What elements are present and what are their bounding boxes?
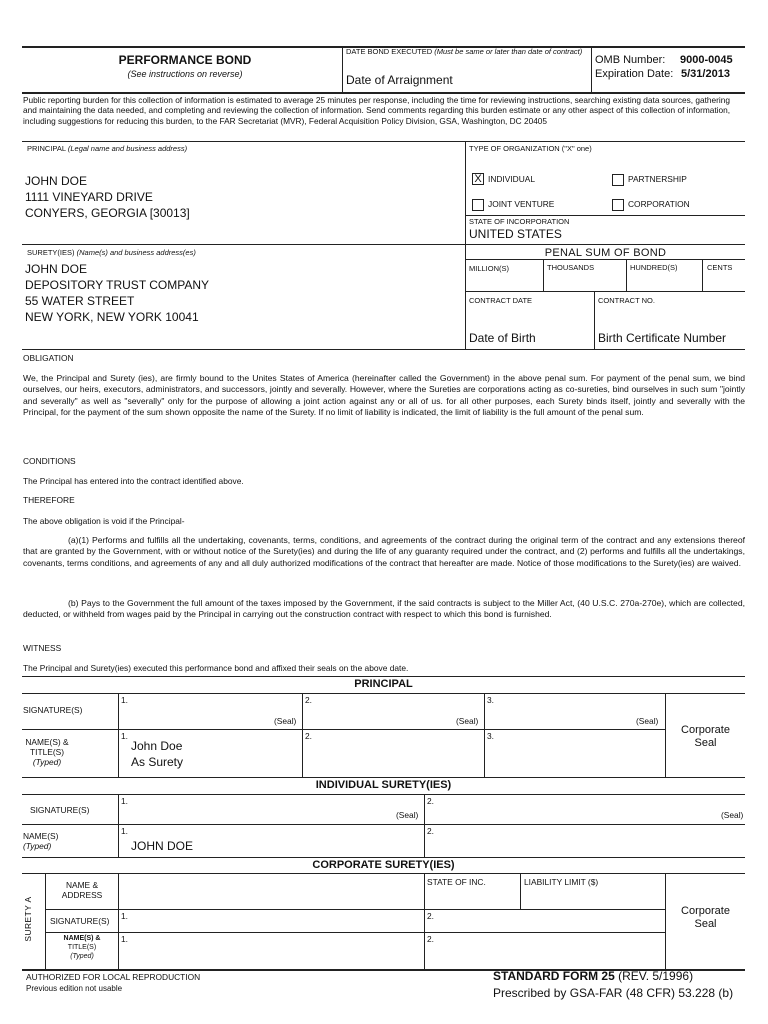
corporate-signature-label: SIGNATURE(S) <box>50 916 110 926</box>
surety-address[interactable]: 55 WATER STREET <box>25 294 135 308</box>
corporate-name-num-2: 2. <box>427 934 434 944</box>
principal-name-num-2: 2. <box>305 731 312 741</box>
principal-address[interactable]: 1111 VINEYARD DRIVE <box>25 190 153 204</box>
penal-col-divider <box>543 259 544 291</box>
org-corporation-label: CORPORATION <box>628 199 690 209</box>
obligation-heading: OBLIGATION <box>23 353 74 363</box>
corporate-seal-label-1: Corporate <box>681 724 730 736</box>
penal-sum-bottom-rule <box>465 291 745 292</box>
corporate-seal-text-2: Seal <box>694 918 717 930</box>
corporate-names-label-2: TITLE(S) <box>67 944 97 951</box>
form-title: PERFORMANCE BOND <box>118 53 252 67</box>
date-executed-field[interactable]: Date of Arraignment <box>346 73 453 87</box>
principal-city[interactable]: CONYERS, GEORGIA [30013] <box>25 206 190 220</box>
corporate-seal <box>666 905 745 931</box>
principal-row-rule <box>22 729 665 730</box>
contract-no-label: CONTRACT NO. <box>598 296 655 305</box>
surety-name[interactable]: JOHN DOE <box>25 262 88 276</box>
corporate-name-num-1: 1. <box>121 934 128 944</box>
corporate-name-address-field[interactable] <box>119 874 423 908</box>
corporate-signature-field-1[interactable] <box>119 910 423 931</box>
corporate-names-label-1: NAME(S) & <box>63 935 101 942</box>
contract-date-value[interactable]: Date of Birth <box>469 331 536 345</box>
contract-date-label: CONTRACT DATE <box>469 296 533 305</box>
corporate-name-label-1: NAME & <box>65 880 99 890</box>
principal-sig-num-2: 2. <box>305 695 312 705</box>
standard-form-line <box>493 969 693 984</box>
header-divider <box>342 46 343 92</box>
conditions-heading: CONDITIONS <box>23 456 76 466</box>
state-incorporation-value[interactable]: UNITED STATES <box>469 227 562 241</box>
clause-a: (a)(1) Performs and fulfills all the undertaking, covenants, terms, conditions, and agreements of the contract during the original term of the contract and any extensions thereof that are granted by the Government, with or without notice of the Surety(ies) and during the life of any guaranty required under the contract, and (2) performs and fulfills all the undertakings, covenants, terms conditions, and agreements of any and all duly authorized modifications of the contract that hereafter are made. Notice of those modifications to the Surety(ies) are waived. <box>23 535 745 568</box>
principal-names-label-2: TITLE(S) <box>30 747 64 757</box>
clause-b: (b) Pays to the Government the full amount of the taxes imposed by the Government, if the said contracts is subject to the Miller Act, (40 U.S.C. 270a-270e), which are collected, deducted, or withheld from wages paid by the Principal in carrying out the construction contract with respect to which this bond is furnished. <box>23 598 745 620</box>
individual-name-num-2: 2. <box>427 826 434 836</box>
individual-names-label-2: (Typed) <box>23 841 52 851</box>
state-incorporation-label: STATE OF INCORPORATION <box>469 217 570 226</box>
penal-col-divider <box>626 259 627 291</box>
individual-seal-2: (Seal) <box>721 810 744 820</box>
principal-sign-title: PRINCIPAL <box>354 678 413 690</box>
principal-seal-3: (Seal) <box>636 716 659 726</box>
org-joint-venture-label: JOINT VENTURE <box>488 199 555 209</box>
principal-corporate-seal <box>666 724 745 750</box>
principal-name-num-3: 3. <box>487 731 494 741</box>
principal-names-label <box>22 737 72 767</box>
prescribed-by: Prescribed by GSA-FAR (48 CFR) 53.228 (b) <box>493 986 734 1000</box>
principal-sig-num-3: 3. <box>487 695 494 705</box>
date-executed-note: (Must be same or later than date of contract) <box>434 47 583 56</box>
individual-signature-field-2[interactable] <box>425 795 745 823</box>
instructions-note: (See instructions on reverse) <box>127 69 243 79</box>
individual-signature-field-1[interactable] <box>119 795 423 823</box>
expiration-label: Expiration Date: <box>595 68 674 80</box>
header-divider <box>591 46 592 92</box>
surety-label <box>27 248 196 257</box>
org-individual-label: INDIVIDUAL <box>488 174 536 184</box>
corporate-names-label <box>46 934 118 961</box>
corporate-name-address-label <box>46 880 118 900</box>
surety-label-text: SURETY(IES) <box>27 248 75 257</box>
individual-sureties-title: INDIVIDUAL SURETY(IES) <box>315 779 452 791</box>
org-partnership-label: PARTNERSHIP <box>628 174 687 184</box>
individual-names-label <box>23 831 58 851</box>
individual-signature-label: SIGNATURE(S) <box>30 805 90 815</box>
principal-label-note: (Legal name and business address) <box>67 144 188 153</box>
principal-typed-title[interactable]: As Surety <box>131 755 184 769</box>
principal-label-text: PRINCIPAL <box>27 144 66 153</box>
omb-label: OMB Number: <box>595 54 666 66</box>
corporate-signature-field-2[interactable] <box>425 910 664 931</box>
witness-heading: WITNESS <box>23 643 62 653</box>
standard-form-rev: (REV. 5/1996) <box>618 969 694 983</box>
penal-hundreds-label: HUNDRED(S) <box>630 263 678 272</box>
corporate-names-label-3: (Typed) <box>70 953 94 960</box>
contract-no-value[interactable]: Birth Certificate Number <box>598 331 727 345</box>
corporate-col <box>424 873 425 909</box>
individual-sig-num-1: 1. <box>121 796 128 806</box>
previous-edition: Previous edition not usable <box>26 984 123 993</box>
omb-value: 9000-0045 <box>680 54 733 66</box>
corporate-name-label-2: ADDRESS <box>61 890 103 900</box>
therefore-heading: THEREFORE <box>23 495 75 505</box>
corporate-sureties-title: CORPORATE SURETY(IES) <box>312 859 455 871</box>
penal-millions-label: MILLION(S) <box>469 264 510 273</box>
section-divider <box>465 141 466 349</box>
principal-table-top <box>22 676 745 677</box>
checkbox-joint-venture[interactable] <box>472 199 484 211</box>
individual-table-bottom <box>22 857 745 858</box>
principal-signature-field-1[interactable] <box>119 694 301 728</box>
header-bottom-rule <box>22 92 745 94</box>
surety-label-note: (Name(s) and business address(es) <box>76 248 196 257</box>
conditions-text: The Principal has entered into the contract identified above. <box>23 476 244 486</box>
checkbox-individual-mark: X <box>474 173 482 185</box>
principal-signature-field-3[interactable] <box>485 694 664 728</box>
surety-rule <box>22 349 745 350</box>
principal-name-num-1: 1. <box>121 731 128 741</box>
principal-rule <box>22 244 745 245</box>
principal-signature-field-2[interactable] <box>303 694 483 728</box>
individual-name-num-1: 1. <box>121 826 128 836</box>
checkbox-individual[interactable] <box>472 173 484 185</box>
organization-label: TYPE OF ORGANIZATION ("X" one) <box>469 144 592 153</box>
principal-typed-name[interactable]: John Doe <box>131 739 183 753</box>
principal-names-label-1: NAME(S) & <box>25 737 69 747</box>
penal-sum-title: PENAL SUM OF BOND <box>544 247 667 259</box>
surety-company[interactable]: DEPOSITORY TRUST COMPANY <box>25 278 210 292</box>
penal-thousands-label: THOUSANDS <box>547 263 595 272</box>
checkbox-partnership[interactable] <box>612 174 624 186</box>
individual-sig-num-2: 2. <box>427 796 434 806</box>
contract-divider <box>594 291 595 349</box>
corporate-seal-label-2: Seal <box>694 737 717 749</box>
principal-signature-label: SIGNATURE(S) <box>23 705 83 715</box>
corporate-state-label: STATE OF INC. <box>427 877 486 887</box>
corporate-seal-text-1: Corporate <box>681 905 730 917</box>
individual-names-label-1: NAME(S) <box>23 831 59 841</box>
individual-row-rule <box>22 824 745 825</box>
expiration-value: 5/31/2013 <box>681 68 730 80</box>
date-executed-label <box>346 47 590 56</box>
corporate-col <box>520 873 521 909</box>
penal-sum-rule <box>465 259 745 260</box>
principal-table-bottom <box>22 777 745 778</box>
individual-typed-name[interactable]: JOHN DOE <box>131 839 194 853</box>
corporate-row-rule <box>45 932 665 933</box>
burden-notice: Public reporting burden for this collection of information is estimated to average 25 minutes per response, including the time for reviewing instructions, searching existing data sources, gathering and maintaining the data needed, and completing and reviewing the collection of information. Send comments regarding this burden estimate or any other aspect of this collection of information, including suggestions for reducing this burden, to the FAR Secretariat (MVR), Federal Acquisition Policy Division, GSA, Washington, DC 20405 <box>23 95 731 126</box>
authorized-reproduction: AUTHORIZED FOR LOCAL REPRODUCTION <box>26 972 201 982</box>
burden-rule <box>22 141 745 142</box>
corporate-sig-num-2: 2. <box>427 911 434 921</box>
standard-form-number: STANDARD FORM 25 <box>493 969 615 983</box>
principal-names-label-3: (Typed) <box>32 757 62 767</box>
org-rule <box>465 215 745 216</box>
date-executed-label-text: DATE BOND EXECUTED <box>346 47 433 56</box>
surety-city[interactable]: NEW YORK, NEW YORK 10041 <box>25 310 199 324</box>
checkbox-corporation[interactable] <box>612 199 624 211</box>
principal-seal-1: (Seal) <box>274 716 297 726</box>
principal-label <box>27 144 187 153</box>
surety-a-side-label: SURETY A <box>23 896 33 942</box>
penal-cents-label: CENTS <box>707 263 733 272</box>
principal-name[interactable]: JOHN DOE <box>25 174 88 188</box>
corporate-liability-label: LIABILITY LIMIT ($) <box>524 877 599 887</box>
principal-sig-num-1: 1. <box>121 695 128 705</box>
obligation-text: We, the Principal and Surety (ies), are firmly bound to the Unites States of America (hereinafter called the Government) in the above penal sum. For payment of the penal sum, we bind ourselves, our heirs, executors, administrators, and successors, jointly and severally. However, where the Sureties are corporations acting as co-sureties, bind ourselves in such sum "jointly and severally" as well as "severally" only for the purpose of allowing a joint action against any or all of us. for all other purposes, each Surety binds itself, jointly and severally with the Principal, for the payment of the sum shown opposite the name of the Surety. If no limit of liability is indicated, the limit of liability is the full amount of the penal sum. <box>23 373 745 417</box>
principal-seal-2: (Seal) <box>456 716 479 726</box>
penal-col-divider <box>702 259 703 291</box>
corporate-sig-num-1: 1. <box>121 911 128 921</box>
witness-text: The Principal and Surety(ies) executed this performance bond and affixed their seals on the above date. <box>23 663 409 673</box>
individual-seal-1: (Seal) <box>396 810 419 820</box>
therefore-text: The above obligation is void if the Principal- <box>23 516 185 526</box>
